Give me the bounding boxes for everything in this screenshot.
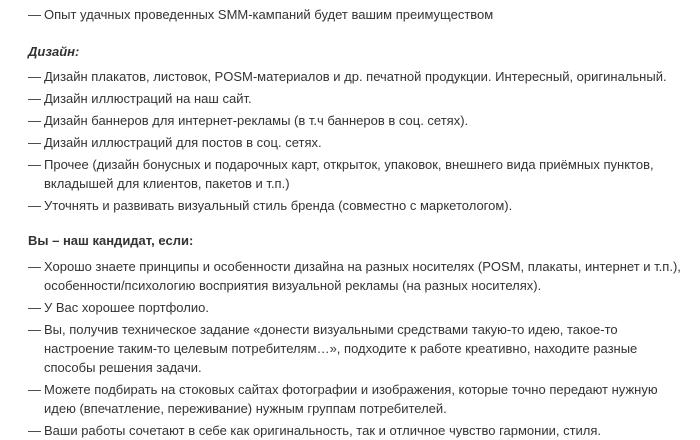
intro-list [0, 5, 700, 24]
list-item [0, 133, 700, 152]
list-item [0, 298, 700, 317]
list-item-text: Ваши работы сочетают в себе как оригинальность, так и отличное чувство гармонии, стиля. [44, 423, 602, 438]
bullet-dash: — [28, 7, 41, 22]
list-item [0, 196, 700, 215]
list-item-text: Дизайн иллюстраций для постов в соц. сетях. [44, 135, 322, 150]
list-item [0, 380, 700, 418]
list-item [0, 257, 700, 295]
list-item-text: Дизайн плакатов, листовок, POSM-материалов и др. печатной продукции. Интересный, оригинальный. [44, 69, 667, 84]
bullet-dash: — [28, 91, 41, 106]
list-item [0, 5, 700, 24]
bullet-dash: — [28, 382, 41, 397]
list-item-text: Можете подбирать на стоковых сайтах фотографии и изображения, которые точно передают нужную идею (впечатление, переживание) нужным группам потребителей. [44, 382, 658, 416]
list-item [0, 155, 700, 193]
list-item-text: У Вас хорошее портфолио. [44, 300, 209, 315]
bullet-dash: — [28, 135, 41, 150]
bullet-dash: — [28, 113, 41, 128]
design-heading: Дизайн: [28, 44, 80, 59]
list-item [0, 111, 700, 130]
bullet-dash: — [28, 157, 41, 172]
bullet-dash: — [28, 259, 41, 274]
list-item-text: Дизайн баннеров для интернет-рекламы (в т.ч баннеров в соц. сетях). [44, 113, 469, 128]
candidate-list [0, 257, 700, 440]
candidate-heading: Вы – наш кандидат, если: [28, 233, 194, 248]
bullet-dash: — [28, 322, 41, 337]
list-item-text: Прочее (дизайн бонусных и подарочных карт, открыток, упаковок, внешнего вида приёмных пунктов, вкладышей для клиентов, пакетов и т.п.) [44, 157, 654, 191]
design-list [0, 67, 700, 215]
bullet-dash: — [28, 69, 41, 84]
list-item-text: Дизайн иллюстраций на наш сайт. [44, 91, 252, 106]
list-item [0, 89, 700, 108]
list-item-text: Опыт удачных проведенных SMM-кампаний будет вашим преимуществом [44, 7, 494, 22]
bullet-dash: — [28, 423, 41, 438]
bullet-dash: — [28, 198, 41, 213]
list-item-text: Уточнять и развивать визуальный стиль бренда (совместно с маркетологом). [44, 198, 513, 213]
list-item-text: Хорошо знаете принципы и особенности дизайна на разных носителях (POSM, плакаты, интернет и т.п.), особенности/психологию восприятия визуальной рекламы (на разных носителях). [44, 259, 681, 293]
bullet-dash: — [28, 300, 41, 315]
list-item [0, 320, 700, 377]
list-item-text: Вы, получив техническое задание «донести визуальными средствами такую-то идею, такое-то настроение таким-то целевым потребителям…», подходите к работе креативно, находите разные способы решения задачи. [44, 322, 638, 375]
list-item [0, 67, 700, 86]
